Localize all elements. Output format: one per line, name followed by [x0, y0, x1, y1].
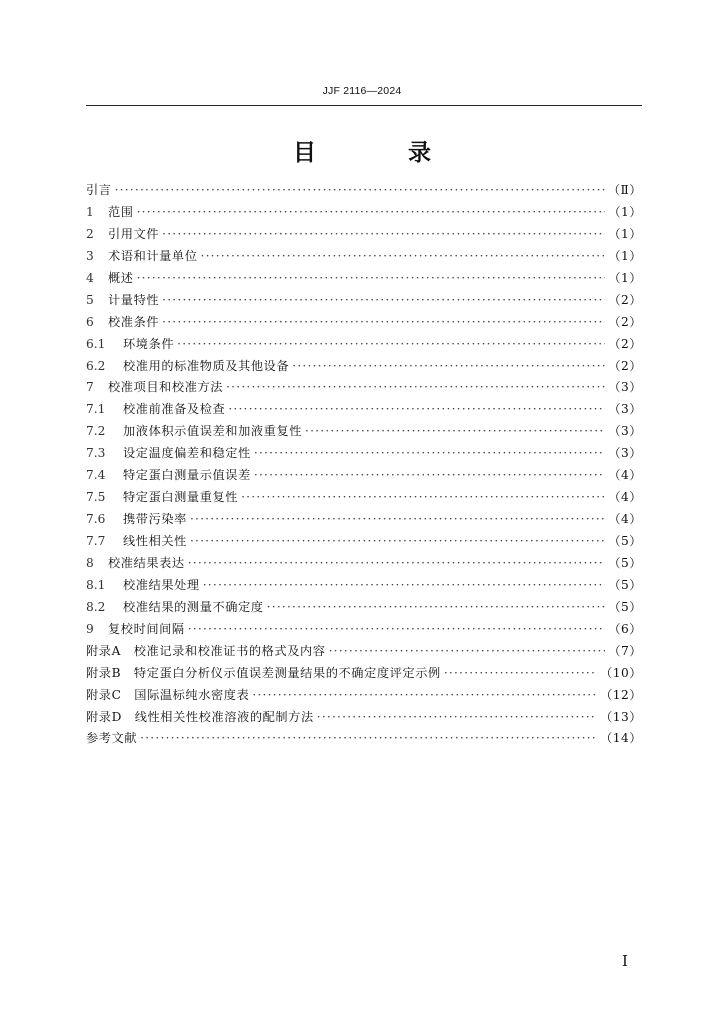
- toc-entry-label: 携带污染率: [123, 512, 187, 527]
- toc-entry-page: （3）: [608, 402, 642, 417]
- toc-entry-8-2[interactable]: [86, 598, 642, 620]
- toc-entry-number: 7.2: [86, 424, 106, 439]
- toc-leader-dots: [140, 731, 597, 745]
- toc-entry-page: （5）: [608, 577, 642, 592]
- toc-entry-appendix-a[interactable]: [86, 642, 642, 664]
- toc-entry-page: （2）: [608, 314, 642, 329]
- toc-entry-label: 概述: [108, 270, 134, 285]
- toc-entry-page: （4）: [608, 468, 642, 483]
- toc-entry-page: （5）: [608, 599, 642, 614]
- toc-entry-label: 线性相关性: [123, 534, 187, 548]
- page-folio: Ⅰ: [622, 952, 628, 970]
- toc-entry-number: 9: [86, 621, 94, 636]
- toc-leader-dots: [329, 644, 606, 658]
- toc-leader-dots: [137, 205, 606, 219]
- toc-leader-dots: [177, 337, 605, 351]
- toc-entry-label: 附录D 线性相关性校准溶液的配制方法: [86, 709, 314, 724]
- toc-entry-number: 6.2: [86, 358, 106, 373]
- toc-entry-number: 1: [86, 204, 94, 219]
- toc-leader-dots: [252, 688, 597, 702]
- toc-leader-dots: [188, 556, 606, 570]
- toc-entry-3[interactable]: [86, 247, 642, 269]
- toc-entry-number: 7.5: [86, 490, 106, 505]
- toc-entry-label: 复校时间间隔: [108, 621, 185, 636]
- toc-entry-7-5[interactable]: [86, 488, 642, 510]
- toc-entry-label: 特定蛋白测量重复性: [123, 490, 239, 505]
- toc-entry-label: 计量特性: [108, 292, 160, 307]
- toc-leader-dots: [137, 271, 606, 285]
- toc-leader-dots: [201, 249, 606, 263]
- toc-entry-label: 校准结果表达: [108, 555, 185, 570]
- toc-leader-dots: [444, 666, 597, 680]
- toc-leader-dots: [190, 534, 605, 548]
- toc-leader-dots: [254, 468, 605, 482]
- toc-entry-8-1[interactable]: [86, 576, 642, 598]
- toc-leader-dots: [241, 490, 605, 504]
- standard-code-header: JJF 2116—2024: [322, 85, 402, 97]
- toc-entry-appendix-b[interactable]: [86, 664, 642, 686]
- toc-entry-page: （2）: [608, 336, 642, 351]
- toc-leader-dots: [203, 578, 606, 592]
- toc-entry-number: 7.3: [86, 446, 106, 461]
- toc-entry-page: （4）: [608, 490, 642, 505]
- toc-leader-dots: [267, 600, 606, 614]
- toc-entry-page: （5）: [608, 534, 642, 548]
- toc-entry-label: 环境条件: [123, 336, 175, 351]
- toc-entry-label: 校准结果的测量不确定度: [123, 599, 264, 614]
- toc-entry-page: （3）: [608, 380, 642, 395]
- header-rule: [86, 105, 642, 106]
- toc-leader-dots: [162, 293, 605, 307]
- toc-entry-2[interactable]: [86, 225, 642, 247]
- toc-entry-9[interactable]: [86, 620, 642, 642]
- toc-entry-page: （7）: [608, 643, 642, 658]
- toc-entry-label: 参考文献: [86, 731, 138, 746]
- toc-entry-number: 8.1: [86, 577, 106, 592]
- table-of-contents: [86, 181, 642, 751]
- toc-entry-7[interactable]: [86, 378, 642, 400]
- toc-entry-page: （5）: [608, 555, 642, 570]
- toc-entry-7-7[interactable]: [86, 532, 642, 554]
- toc-entry-page: （1）: [608, 204, 642, 219]
- toc-entry-page: （3）: [608, 424, 642, 439]
- toc-entry-6-2[interactable]: [86, 357, 642, 379]
- toc-entry-number: 4: [86, 270, 94, 285]
- toc-entry-page: （13）: [600, 709, 642, 724]
- toc-leader-dots: [254, 446, 605, 460]
- toc-entry-page: （Ⅱ）: [607, 183, 642, 197]
- toc-entry-page: （3）: [608, 446, 642, 461]
- toc-entry-6-1[interactable]: [86, 335, 642, 357]
- toc-entry-page: （1）: [608, 270, 642, 285]
- toc-entry-number: 5: [86, 292, 94, 307]
- toc-entry-appendix-d[interactable]: [86, 708, 642, 730]
- toc-entry-page: （10）: [600, 665, 642, 680]
- toc-entry-label: 特定蛋白测量示值误差: [123, 468, 251, 483]
- toc-entry-page: （1）: [608, 226, 642, 241]
- toc-entry-number: 7.4: [86, 468, 106, 483]
- toc-leader-dots: [292, 359, 605, 373]
- toc-entry-number: 8: [86, 555, 94, 570]
- toc-entry-number: 6.1: [86, 336, 106, 351]
- toc-entry-page: （1）: [608, 248, 642, 263]
- toc-entry-label: 设定温度偏差和稳定性: [123, 446, 251, 461]
- toc-entry-7-3[interactable]: [86, 444, 642, 466]
- toc-entry-page: （12）: [600, 687, 642, 702]
- toc-entry-page: （4）: [608, 512, 642, 527]
- toc-entry-page: （2）: [608, 292, 642, 307]
- toc-leader-dots: [162, 315, 605, 329]
- toc-entry-number: 6: [86, 314, 94, 329]
- toc-entry-label: 术语和计量单位: [108, 248, 198, 263]
- toc-entry-number: 7.6: [86, 512, 106, 527]
- toc-entry-label: 校准用的标准物质及其他设备: [123, 358, 290, 373]
- toc-entry-page: （2）: [608, 358, 642, 373]
- toc-title: 目 录: [292, 140, 473, 166]
- toc-entry-appendix-c[interactable]: [86, 686, 642, 708]
- toc-entry-7-1[interactable]: [86, 400, 642, 422]
- toc-entry-4[interactable]: [86, 269, 642, 291]
- toc-entry-label: 校准结果处理: [123, 577, 200, 592]
- toc-leader-dots: [162, 227, 605, 241]
- toc-entry-label: 校准前准备及检查: [123, 402, 226, 417]
- toc-leader-dots: [190, 512, 605, 526]
- toc-entry-1[interactable]: [86, 203, 642, 225]
- toc-leader-dots: [226, 380, 605, 394]
- toc-entry-label: 加液体积示值误差和加液重复性: [123, 424, 303, 439]
- toc-entry-number: 3: [86, 248, 94, 263]
- toc-entry-5[interactable]: [86, 291, 642, 313]
- toc-entry-number: 8.2: [86, 599, 106, 614]
- toc-entry-number: 7.1: [86, 402, 106, 417]
- toc-entry-number: 7: [86, 380, 94, 395]
- toc-leader-dots: [305, 424, 605, 438]
- toc-entry-number: 2: [86, 226, 94, 241]
- toc-entry-page: （6）: [608, 621, 642, 636]
- toc-entry-8[interactable]: [86, 554, 642, 576]
- toc-entry-6[interactable]: [86, 313, 642, 335]
- toc-entry-7-4[interactable]: [86, 466, 642, 488]
- toc-entry-label: 校准条件: [108, 314, 160, 329]
- toc-entry-references[interactable]: [86, 729, 642, 751]
- toc-leader-dots: [188, 622, 606, 636]
- toc-entry-foreword[interactable]: [86, 181, 642, 203]
- toc-entry-label: 附录C 国际温标纯水密度表: [86, 687, 250, 702]
- toc-leader-dots: [317, 710, 597, 724]
- toc-entry-7-6[interactable]: [86, 510, 642, 532]
- toc-entry-label: 附录B 特定蛋白分析仪示值误差测量结果的不确定度评定示例: [86, 665, 441, 680]
- toc-entry-page: （14）: [600, 731, 642, 746]
- toc-leader-dots: [115, 183, 605, 197]
- toc-entry-number: 7.7: [86, 534, 106, 548]
- toc-leader-dots: [228, 402, 605, 416]
- toc-entry-label: 范围: [108, 204, 134, 219]
- toc-entry-label: 引言: [86, 183, 112, 197]
- toc-entry-label: 附录A 校准记录和校准证书的格式及内容: [86, 643, 326, 658]
- toc-entry-7-2[interactable]: [86, 422, 642, 444]
- toc-entry-label: 校准项目和校准方法: [108, 380, 224, 395]
- toc-entry-label: 引用文件: [108, 226, 160, 241]
